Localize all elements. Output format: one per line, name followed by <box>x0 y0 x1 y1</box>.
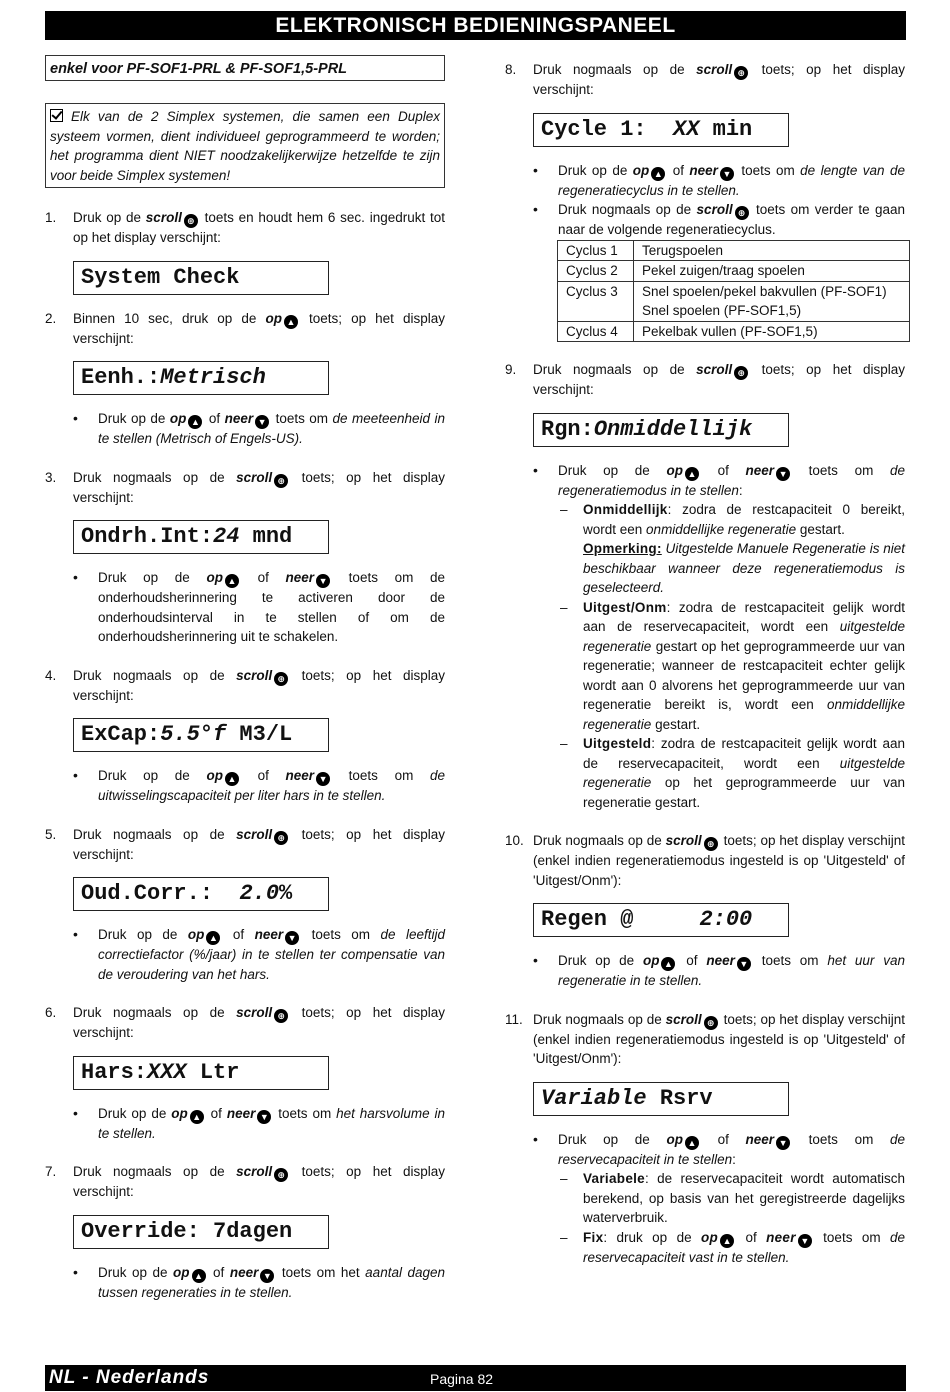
display-override: Override: 7dagen <box>73 1215 329 1249</box>
scroll-key-icon: ⊕ <box>735 206 749 220</box>
scroll-key-icon: ⊕ <box>704 837 718 851</box>
display-maintenance <box>73 520 329 554</box>
step-text: toets; op het display verschijnt: <box>533 362 905 397</box>
sub-term: Variabele <box>583 1171 645 1186</box>
step-text: Druk nogmaals op de <box>533 1011 666 1027</box>
display-value: Metrisch <box>160 365 266 390</box>
bullet-text: toets om verder te gaan naar de volgende regeneratiecyclus. <box>558 202 905 237</box>
step-text: Binnen 10 sec, druk op de <box>73 310 266 326</box>
section-title: enkel voor PF-SOF1-PRL & PF-SOF1,5-PRL <box>45 55 445 81</box>
bullet-text: of <box>204 411 225 426</box>
display-system-check: System Check <box>73 261 329 295</box>
up-key-label: op <box>206 768 223 783</box>
sub-text: op het geprogrammeerde uur van regeneratie gestart. <box>583 775 905 810</box>
step-1 <box>45 208 445 248</box>
right-column <box>505 60 905 1286</box>
up-key-icon: ▲ <box>225 574 239 588</box>
bullet-text: Druk op de <box>98 768 207 783</box>
step-7 <box>45 1162 445 1202</box>
bullet-text: of <box>700 1131 746 1147</box>
step-number: 4. <box>45 667 57 683</box>
sub-italic: onmiddellijke regeneratie <box>583 697 905 732</box>
sub-text: : druk op de <box>603 1229 701 1245</box>
step-text: Druk nogmaals op de <box>533 62 697 77</box>
up-key-icon: ▲ <box>661 957 675 971</box>
step-4 <box>45 666 445 706</box>
step-8 <box>505 60 905 100</box>
step-text: Druk nogmaals op de <box>73 469 237 485</box>
scroll-key-label: scroll <box>236 469 273 485</box>
sub-text: : zodra de restcapaciteit gelijk wordt aan de reservecapaciteit, wordt een <box>583 736 905 771</box>
bullet-italic: de meeteenheid in te stellen (Metrisch of Engels-US). <box>98 411 445 446</box>
left-column <box>45 55 445 1321</box>
down-key-label: neer <box>229 1264 259 1280</box>
sub-text: toets om <box>813 1229 890 1245</box>
up-key-icon: ▲ <box>651 167 665 181</box>
down-key-label: neer <box>224 411 254 426</box>
bullet-capacity <box>45 766 445 806</box>
bullet-italic: de uitwisselingscapaciteit per liter hars in te stellen. <box>98 768 445 803</box>
table-row <box>558 261 910 282</box>
note-text: Uitgestelde Manuele Regeneratie is niet beschikbaar wanneer deze regeneratiemodus is geselecteerd. <box>583 541 905 595</box>
step-number: 8. <box>505 62 517 77</box>
step-number: 9. <box>505 362 517 377</box>
bullet-italic: het uur van regeneratie in te stellen. <box>558 953 906 988</box>
bullet-text: of <box>240 570 286 585</box>
bullet-override <box>45 1263 445 1303</box>
table-cell: Cyclus 3 <box>558 281 634 321</box>
step-number: 3. <box>45 469 57 485</box>
bullet-maintenance <box>45 568 445 647</box>
sub-immediate <box>558 500 905 598</box>
step-text: toets; op het display verschijnt: <box>73 826 445 862</box>
scroll-key-label: scroll <box>236 1005 273 1020</box>
bullet-text: of <box>667 162 690 178</box>
scroll-key-label: scroll <box>696 202 733 217</box>
scroll-key-icon: ⊕ <box>184 214 198 228</box>
down-key-label: neer <box>254 927 284 942</box>
table-cell: Pekelbak vullen (PF-SOF1,5) <box>634 321 910 342</box>
scroll-key-label: scroll <box>145 210 182 225</box>
step-5 <box>45 825 445 865</box>
bullet-text: Druk op de <box>98 1264 174 1280</box>
bullet-text: toets om <box>792 462 890 478</box>
bullet-text: toets om <box>273 1105 337 1121</box>
up-key-label: op <box>265 310 282 326</box>
down-key-label: neer <box>706 953 735 968</box>
sub-italic: de reservecapaciteit vast in te stellen. <box>583 1229 905 1265</box>
bullet-text: Druk op de <box>98 927 188 942</box>
bullet-regen-mode <box>505 461 905 813</box>
step-11 <box>505 1010 905 1069</box>
down-key-label: neer <box>745 462 775 478</box>
bullet-italic: de reservecapaciteit in te stellen <box>558 1131 905 1167</box>
display-unit: min <box>699 116 753 142</box>
step-number: 11. <box>505 1011 523 1027</box>
step-6 <box>45 1003 445 1043</box>
footer-page-number: Pagina 82 <box>430 1371 494 1387</box>
bullet-text: Druk op de <box>98 570 207 585</box>
down-key-icon: ▼ <box>798 1234 812 1248</box>
display-regen-mode <box>533 413 789 447</box>
bullet-cycle-length <box>505 161 905 201</box>
down-key-label: neer <box>766 1229 796 1245</box>
bullet-text: toets om het <box>276 1264 366 1280</box>
step-number: 10. <box>505 833 524 848</box>
scroll-key-label: scroll <box>696 62 733 77</box>
bullet-text: of <box>240 768 286 783</box>
bullet-text: toets om <box>735 162 801 178</box>
display-label: Regen @ <box>541 907 700 932</box>
table-cell-line: Snel spoelen (PF-SOF1,5) <box>642 303 802 318</box>
scroll-key-icon: ⊕ <box>704 1016 718 1030</box>
bullet-text: : <box>732 1151 736 1167</box>
display-value: Variable <box>541 1085 647 1111</box>
checkbox-icon <box>50 109 63 122</box>
sub-text: gestart. <box>796 521 845 537</box>
table-cell <box>634 281 910 321</box>
up-key-label: op <box>632 162 650 178</box>
note-text: Elk van de 2 Simplex systemen, die samen een Duplex systeem vormen, dient individueel geprogrammeerd te worden; het programma dient NIET noodzakelijkerwijze hetzelfde te zijn voor beide Simplex systemen! <box>50 109 440 183</box>
up-key-label: op <box>169 411 187 426</box>
down-key-label: neer <box>285 768 315 783</box>
sub-text: gestart. <box>651 716 701 732</box>
down-key-icon: ▼ <box>720 167 734 181</box>
bullet-text: toets om <box>332 768 430 783</box>
step-text: toets; op het display verschijnt: <box>73 310 446 346</box>
bullet-reserve <box>505 1130 905 1268</box>
display-unit: Ltr <box>186 1059 240 1085</box>
table-cell: Terugspoelen <box>634 240 910 261</box>
display-age-correction <box>73 877 329 911</box>
display-regen-time <box>533 903 789 937</box>
table-cell: Cyclus 2 <box>558 261 634 282</box>
up-key-icon: ▲ <box>206 931 220 945</box>
scroll-key-label: scroll <box>236 667 273 683</box>
step-2 <box>45 309 445 349</box>
step-text: Druk op de <box>73 210 146 225</box>
scroll-key-icon: ⊕ <box>734 366 748 380</box>
step-10 <box>505 831 905 890</box>
down-key-label: neer <box>689 162 718 178</box>
step-3 <box>45 468 445 508</box>
sub-italic: uitgestelde regeneratie <box>583 755 905 790</box>
display-resin <box>73 1056 329 1090</box>
bullet-text: of <box>205 1105 227 1121</box>
bullet-regen-time <box>505 951 905 991</box>
note-box <box>45 103 445 188</box>
display-label: Hars: <box>81 1059 148 1085</box>
display-units <box>73 361 329 395</box>
scroll-key-icon: ⊕ <box>274 474 288 488</box>
bullet-text: : <box>738 482 743 498</box>
up-key-icon: ▲ <box>190 1110 204 1124</box>
step-text: toets en houdt hem 6 sec. ingedrukt tot op het display verschijnt: <box>73 210 445 245</box>
up-key-icon: ▲ <box>685 467 699 481</box>
sub-term: Onmiddellijk <box>583 502 668 517</box>
scroll-key-icon: ⊕ <box>274 672 288 686</box>
step-number: 5. <box>45 826 57 842</box>
scroll-key-icon: ⊕ <box>274 1009 288 1023</box>
bullet-text: Druk nogmaals op de <box>558 202 697 217</box>
up-key-icon: ▲ <box>188 415 202 429</box>
up-key-label: op <box>700 1229 719 1245</box>
sub-text: : zodra de restcapaciteit gelijk wordt aan de reservecapaciteit, wordt een <box>583 599 905 634</box>
footer-language: NL - Nederlands <box>49 1367 210 1388</box>
down-key-icon: ▼ <box>257 1110 271 1124</box>
sub-text: : de reservecapaciteit wordt automatisch berekend, op basis van het geregistreerde dagelijks waterverbruik. <box>583 1171 905 1225</box>
page-footer <box>45 1365 906 1391</box>
bullet-text: Druk op de <box>558 1131 667 1147</box>
display-label: ExCap: <box>81 722 161 747</box>
sub-delayed <box>558 734 905 812</box>
table-row <box>558 240 910 261</box>
bullet-text: toets om <box>792 1131 890 1147</box>
step-text: toets; op het display verschijnt: <box>533 62 905 97</box>
up-key-label: op <box>666 462 683 478</box>
step-text: toets; op het display verschijnt (enkel indien regeneratiemodus ingesteld is op 'Uitgesteld' of 'Uitgest/Onm'): <box>533 1011 905 1066</box>
cycle-table <box>557 240 910 343</box>
bullet-italic: het harsvolume in te stellen. <box>98 1105 445 1141</box>
step-text: Druk nogmaals op de <box>533 833 666 848</box>
note-label: Opmerking: <box>583 541 662 556</box>
bullet-italic: de leeftijd correctiefactor (%/jaar) in te stellen ter compensatie van de veroudering van het hars. <box>98 927 445 982</box>
bullet-text: Druk op de <box>558 953 643 968</box>
sub-italic: onmiddellijke regeneratie <box>646 521 797 537</box>
table-cell: Pekel zuigen/traag spoelen <box>634 261 910 282</box>
scroll-key-icon: ⊕ <box>274 1168 288 1182</box>
bullet-text: of <box>222 927 255 942</box>
display-label: Oud.Corr.: <box>81 881 240 906</box>
table-cell: Cyclus 1 <box>558 240 634 261</box>
down-key-icon: ▼ <box>285 931 299 945</box>
display-value: 5.5°f <box>160 722 227 747</box>
display-value: 2:00 <box>699 907 753 932</box>
table-cell: Cyclus 4 <box>558 321 634 342</box>
scroll-key-icon: ⊕ <box>734 66 748 80</box>
display-label: Eenh.: <box>81 365 161 390</box>
sub-variable <box>558 1169 905 1228</box>
bullet-text: Druk op de <box>98 411 170 426</box>
step-number: 6. <box>45 1005 57 1020</box>
scroll-key-label: scroll <box>696 362 733 377</box>
sub-text: : zodra de restcapaciteit 0 bereikt, wordt een <box>583 502 905 537</box>
sub-text: gestart op het geprogrammeerde uur van regeneratie; wanneer de restcapaciteit echter gelijk wordt aan 0 alvorens het geprogrammeerde uur van regeneratie bereikt is, wordt een <box>583 638 905 712</box>
display-unit: mnd <box>239 524 293 549</box>
down-key-icon: ▼ <box>255 415 269 429</box>
display-unit: % <box>279 881 293 906</box>
scroll-key-label: scroll <box>665 1011 702 1027</box>
bullet-text: of <box>677 953 707 968</box>
step-text: toets; op het display verschijnt: <box>73 469 445 505</box>
up-key-icon: ▲ <box>685 1136 699 1150</box>
bullet-text: toets om de onderhoudsherinnering te activeren door de onderhoudsinterval in te stellen of om de onderhoudsherinnering uit te schakelen. <box>98 570 446 644</box>
table-row <box>558 281 910 321</box>
step-text: toets; op het display verschijnt: <box>73 1005 445 1040</box>
bullet-italic: de lengte van de regeneratiecyclus in te stellen. <box>558 162 905 198</box>
bullet-next-cycle <box>505 200 905 240</box>
down-key-icon: ▼ <box>316 574 330 588</box>
display-value: 2.0 <box>239 881 280 906</box>
scroll-key-label: scroll <box>665 833 702 848</box>
display-label: Cycle 1: <box>541 116 674 142</box>
sub-term: Uitgesteld <box>583 736 652 751</box>
up-key-label: op <box>206 570 223 585</box>
step-number: 2. <box>45 310 57 326</box>
bullet-italic: de regeneratiemodus in te stellen <box>558 462 905 498</box>
up-key-label: op <box>173 1264 190 1280</box>
up-key-icon: ▲ <box>225 772 239 786</box>
scroll-key-label: scroll <box>236 1164 273 1179</box>
step-text: Druk nogmaals op de <box>73 1005 237 1020</box>
bullet-text: toets om <box>752 953 828 968</box>
bullet-text: Druk op de <box>98 1105 172 1121</box>
up-key-icon: ▲ <box>192 1269 206 1283</box>
down-key-icon: ▼ <box>776 467 790 481</box>
sub-term: Uitgest/Onm <box>583 599 667 615</box>
scroll-key-icon: ⊕ <box>274 831 288 845</box>
table-row <box>558 321 910 342</box>
display-label: Rgn: <box>541 416 594 442</box>
display-unit: M3/L <box>226 722 293 747</box>
display-label: Rsrv <box>646 1085 713 1111</box>
step-text: Druk nogmaals op de <box>73 1164 237 1179</box>
sub-text: of <box>736 1229 767 1245</box>
down-key-label: neer <box>285 570 315 585</box>
display-value: XX <box>673 116 700 142</box>
bullet-italic: aantal dagen tussen regeneraties in te stellen. <box>98 1264 445 1300</box>
step-text: Druk nogmaals op de <box>73 826 237 842</box>
down-key-icon: ▼ <box>260 1269 274 1283</box>
step-text: toets; op het display verschijnt (enkel indien regeneratiemodus ingesteld is op 'Uitgesteld' of 'Uitgest/Onm'): <box>533 833 905 888</box>
display-value: XXX <box>147 1059 187 1085</box>
step-text: Druk nogmaals op de <box>73 667 237 683</box>
down-key-icon: ▼ <box>737 957 751 971</box>
bullet-resin <box>45 1104 445 1144</box>
step-9 <box>505 360 905 400</box>
display-reserve <box>533 1082 789 1116</box>
bullet-text: toets om <box>271 411 333 426</box>
down-key-label: neer <box>745 1131 775 1147</box>
sub-italic: uitgestelde regeneratie <box>583 619 905 654</box>
bullet-age-correction <box>45 925 445 984</box>
step-number: 1. <box>45 210 57 225</box>
bullet-text: Druk op de <box>558 162 633 178</box>
step-number: 7. <box>45 1164 57 1179</box>
bullet-text: of <box>207 1264 230 1280</box>
display-label: Ondrh.Int: <box>81 524 214 549</box>
bullet-text: of <box>700 462 746 478</box>
display-value: 24 <box>213 524 240 549</box>
bullet-text: Druk op de <box>558 462 667 478</box>
down-key-label: neer <box>226 1105 256 1121</box>
display-cycle <box>533 113 789 147</box>
up-key-icon: ▲ <box>284 315 298 329</box>
bullet-units <box>45 409 445 449</box>
up-key-icon: ▲ <box>720 1234 734 1248</box>
up-key-label: op <box>666 1131 683 1147</box>
up-key-label: op <box>187 927 205 942</box>
page-header: ELEKTRONISCH BEDIENINGSPANEEL <box>45 11 906 40</box>
display-capacity <box>73 718 329 752</box>
up-key-label: op <box>171 1105 188 1121</box>
sub-fix <box>558 1228 905 1268</box>
step-text: toets; op het display verschijnt: <box>73 667 445 703</box>
up-key-label: op <box>642 953 660 968</box>
table-cell-line: Snel spoelen/pekel bakvullen (PF-SOF1) <box>642 283 887 299</box>
display-value: Onmiddellijk <box>593 416 753 442</box>
step-text: Druk nogmaals op de <box>533 362 697 377</box>
sub-term: Fix <box>583 1229 604 1245</box>
down-key-icon: ▼ <box>316 772 330 786</box>
down-key-icon: ▼ <box>776 1136 790 1150</box>
sub-delayed-immediate <box>558 598 905 735</box>
bullet-text: toets om <box>301 927 381 942</box>
scroll-key-label: scroll <box>236 826 273 842</box>
step-text: toets; op het display verschijnt: <box>73 1164 445 1199</box>
